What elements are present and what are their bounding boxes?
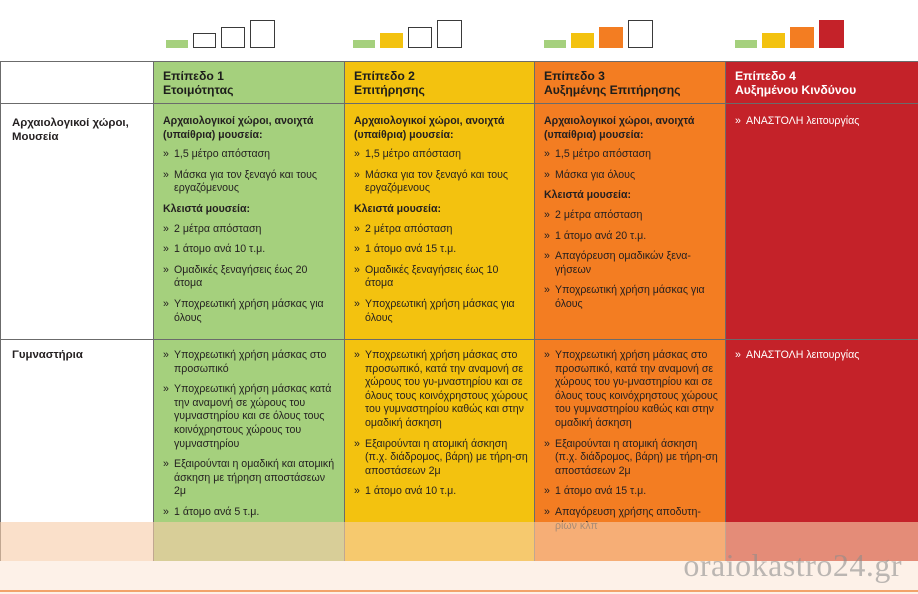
column-divider-4: [725, 61, 726, 561]
signal-bar-filled: [762, 33, 785, 48]
row-label-museums: [0, 117, 150, 144]
signal-bar-filled: [571, 33, 594, 48]
level2-signal-icon: [353, 20, 463, 48]
signal-bar-filled: [599, 27, 623, 48]
gyms-level2-item: » Υποχρεωτική χρήση μάσκας στο προσωπικό, κατά την αναμονή σε χώρους του γυ-μναστηρίου και σε όλους τους κοινόχρηστους χώρους του γυμναστηρίου καθώς και στην ομαδική άσκηση: [354, 349, 528, 431]
signal-bar-filled: [544, 40, 566, 48]
row-label-gyms-text: Γυμναστήρια: [12, 349, 83, 361]
museums-level2-item: » 2 μέτρα απόσταση: [354, 223, 528, 237]
museums-level1-item: » 1 άτομο ανά 10 τ.μ.: [163, 243, 338, 257]
gyms-level1-item: » Εξαιρούνται η ομαδική και ατομική άσκηση με τήρηση αποστάσεων 2μ: [163, 458, 338, 499]
museums-level2-subheading-open: Αρχαιολογικοί χώροι, ανοιχτά (υπαίθρια) μουσεία:: [354, 115, 505, 141]
header-level1-subtitle: Ετοιμότητας: [163, 82, 234, 97]
header-level3: [534, 61, 725, 97]
header-level2-subtitle: Επιτήρησης: [354, 82, 425, 97]
level4-column-bg: [725, 61, 918, 561]
header-level4: [725, 61, 918, 97]
gyms-level3-item: » Απαγόρευση χρήσης αποδυτη-: [544, 506, 719, 533]
museums-level1-item: » Ομαδικές ξεναγήσεις έως 20 άτομα: [163, 264, 338, 291]
row-divider: [0, 339, 918, 340]
museums-level2-item: » 1 άτομο ανά 15 τ.μ.: [354, 243, 528, 257]
museums-level2-cell: [344, 115, 534, 332]
header-level4-title: Επίπεδο 4: [735, 69, 796, 83]
museums-level2-item: » Μάσκα για τον ξεναγό και τους εργαζόμενους: [354, 169, 528, 196]
museums-level3-item: » Υποχρεωτική χρήση μάσκας για όλους: [544, 284, 719, 311]
header-level1: [153, 61, 344, 97]
header-level1-title: Επίπεδο 1: [163, 69, 224, 83]
signal-bar-empty: [221, 27, 245, 48]
museums-level1-cell: [153, 115, 344, 332]
gyms-level1-cell: [153, 349, 344, 527]
museums-level3-subheading-closed: Κλειστά μουσεία:: [544, 189, 632, 202]
header-level3-title: Επίπεδο 3: [544, 69, 605, 83]
header-level2: [344, 61, 534, 97]
gyms-level1-item: » 1 άτομο ανά 5 τ.μ.: [163, 506, 338, 520]
signal-bar-empty: [437, 20, 462, 48]
signal-bar-filled: [380, 33, 403, 48]
level3-signal-icon: [544, 20, 654, 48]
gyms-level2-cell: [344, 349, 534, 506]
watermark: oraiokastro24.gr: [683, 547, 902, 583]
museums-level1-item: » Υποχρεωτική χρήση μάσκας για όλους: [163, 298, 338, 325]
row-label-museums-line2: Μουσεία: [12, 130, 59, 143]
museums-level3-item: » Μάσκα για όλους: [544, 169, 719, 183]
museums-level2-item: » Υποχρεωτική χρήση μάσκας για όλους: [354, 298, 528, 325]
header-level4-subtitle: Αυξημένου Κινδύνου: [735, 82, 857, 97]
signal-bar-filled: [735, 40, 757, 48]
bottom-rule: [0, 590, 918, 592]
museums-level1-subheading-closed: Κλειστά μουσεία:: [163, 202, 251, 215]
gyms-level2-item: » Εξαιρούνται η ατομική άσκηση (π.χ. διάδρομος, βάρη) με τήρη-ση αποστάσεων 2μ: [354, 438, 528, 479]
museums-level4-cell: [725, 115, 918, 136]
gyms-level3-cell: [534, 349, 725, 540]
signal-bar-empty: [628, 20, 653, 48]
museums-level3-subheading-open: Αρχαιολογικοί χώροι, ανοιχτά (υπαίθρια) μουσεία:: [544, 115, 695, 141]
header-divider: [0, 103, 918, 104]
gyms-level4-cell: [725, 349, 918, 370]
gyms-level3-item: » 1 άτομο ανά 15 τ.μ.: [544, 485, 719, 499]
museums-level2-item: » Ομαδικές ξεναγήσεις έως 10 άτομα: [354, 264, 528, 291]
museums-level3-cell: [534, 115, 725, 319]
signal-bar-empty: [408, 27, 432, 48]
header-level2-title: Επίπεδο 2: [354, 69, 415, 83]
level4-signal-icon: [735, 20, 845, 48]
gyms-level3-item: » Εξαιρούνται η ατομική άσκηση (π.χ. διάδρομος, βάρη) με τήρη-ση αποστάσεων 2μ: [544, 438, 719, 479]
gyms-level2-item: » 1 άτομο ανά 10 τ.μ.: [354, 485, 528, 499]
signal-bar-filled: [790, 27, 814, 48]
signal-bar-filled: [166, 40, 188, 48]
museums-level3-item: » Απαγόρευση ομαδικών ξενα-γήσεων: [544, 250, 719, 277]
measures-table: [0, 61, 918, 561]
museums-level3-item: » 2 μέτρα απόσταση: [544, 209, 719, 223]
museums-level3-item: » 1,5 μέτρο απόσταση: [544, 148, 719, 162]
museums-level2-subheading-closed: Κλειστά μουσεία:: [354, 202, 442, 215]
gyms-level4-item: » ΑΝΑΣΤΟΛΗ λειτουργίας: [735, 349, 912, 363]
signal-bar-filled: [353, 40, 375, 48]
museums-level1-item: » Μάσκα για τον ξεναγό και τους εργαζόμενους: [163, 169, 338, 196]
museums-level3-item: » 1 άτομο ανά 20 τ.μ.: [544, 230, 719, 244]
header-level3-subtitle: Αυξημένης Επιτήρησης: [544, 82, 681, 97]
gyms-level1-item: » Υποχρεωτική χρήση μάσκας κατά την αναμονή σε χώρους του γυμναστηρίου και σε όλους τους κοινόχρηστους χώρους του γυμναστηρίου: [163, 383, 338, 451]
museums-level4-item: » ΑΝΑΣΤΟΛΗ λειτουργίας: [735, 115, 912, 129]
row-label-museums-line1: Αρχαιολογικοί χώροι,: [12, 117, 129, 129]
museums-level1-item: » 2 μέτρα απόσταση: [163, 223, 338, 237]
signal-bar-filled: [819, 20, 844, 48]
level1-signal-icon: [166, 20, 276, 48]
signal-bar-empty: [250, 20, 275, 48]
museums-level2-item: » 1,5 μέτρο απόσταση: [354, 148, 528, 162]
museums-level1-item: » 1,5 μέτρο απόσταση: [163, 148, 338, 162]
museums-level1-subheading-open: Αρχαιολογικοί χώροι, ανοιχτά (υπαίθρια) μουσεία:: [163, 115, 314, 141]
row-label-gyms: [0, 349, 150, 363]
signal-bar-empty: [193, 33, 216, 48]
gyms-level3-item: » Υποχρεωτική χρήση μάσκας στο προσωπικό, κατά την αναμονή σε χώρους του γυ-μναστηρίου και σε όλους τους κοινόχρηστους χώρους του γυμναστηρίου καθώς και στην ομαδική άσκηση: [544, 349, 719, 431]
gyms-level1-item: » Υποχρεωτική χρήση μάσκας στο προσωπικό: [163, 349, 338, 376]
